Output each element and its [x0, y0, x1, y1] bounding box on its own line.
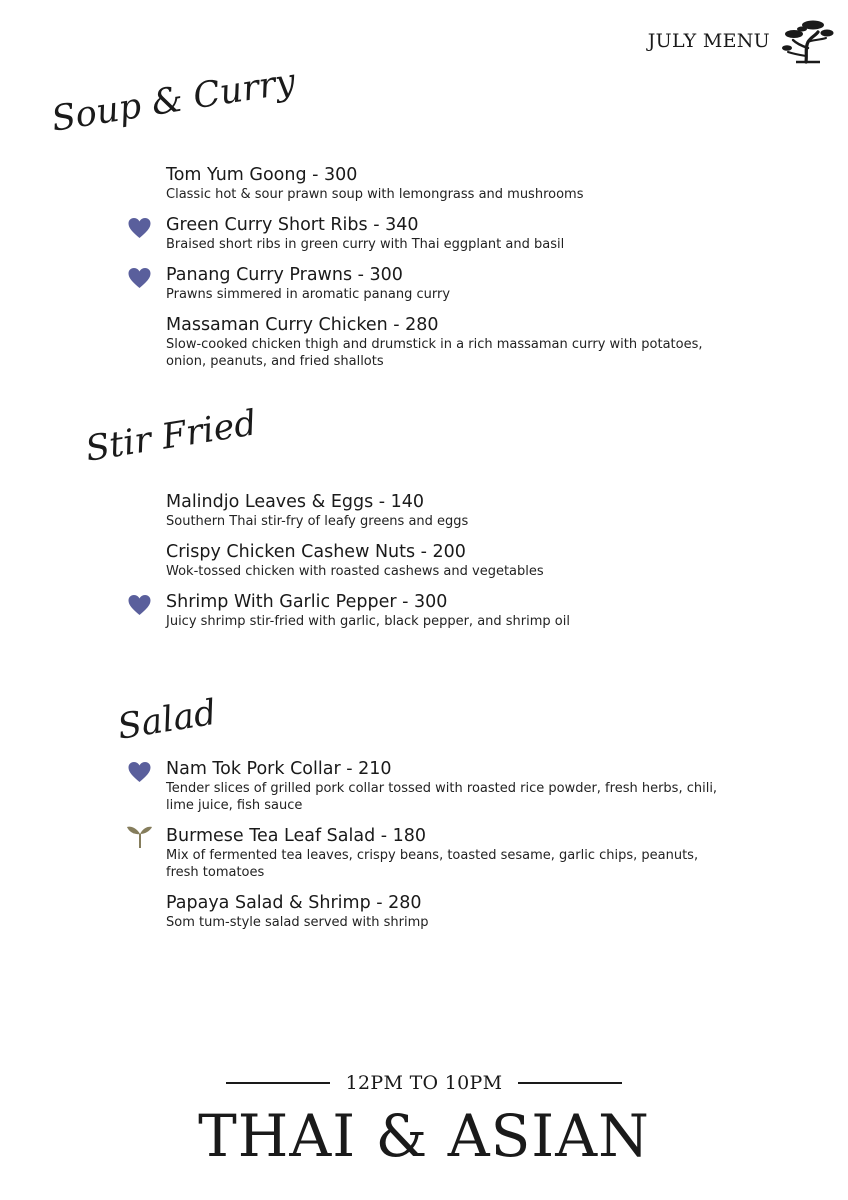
item-desc: Wok-tossed chicken with roasted cashews and vegetables: [166, 564, 544, 579]
menu-item: [166, 214, 726, 253]
opening-hours: 12PM TO 10PM: [345, 1072, 503, 1094]
menu-item: [166, 591, 726, 630]
item-list: [166, 164, 726, 381]
section-title: Salad: [114, 692, 220, 748]
menu-item: [166, 264, 726, 303]
menu-item: [166, 825, 726, 881]
item-list: [166, 758, 726, 942]
item-name: Panang Curry Prawns - 300: [166, 265, 403, 285]
bonsai-tree-icon: [782, 18, 834, 64]
item-name: Burmese Tea Leaf Salad - 180: [166, 826, 427, 846]
section-title: Soup & Curry: [48, 61, 299, 140]
divider-left: [226, 1082, 330, 1084]
menu-item: [166, 541, 726, 580]
heart-icon: [127, 267, 152, 289]
item-desc: Som tum-style salad served with shrimp: [166, 915, 429, 930]
item-desc: Tender slices of grilled pork collar tossed with roasted rice powder, fresh herbs, chili, lime juice, fish sauce: [166, 781, 718, 813]
item-name: Shrimp With Garlic Pepper - 300: [166, 592, 448, 612]
menu-title: JULY MENU: [647, 30, 770, 52]
divider-right: [518, 1082, 622, 1084]
menu-item: [166, 164, 726, 203]
heart-icon: [127, 761, 152, 783]
item-desc: Juicy shrimp stir-fried with garlic, black pepper, and shrimp oil: [166, 614, 570, 629]
item-name: Crispy Chicken Cashew Nuts - 200: [166, 542, 466, 562]
menu-item: [166, 892, 726, 931]
brand-name: THAI & ASIAN: [198, 1102, 650, 1170]
heart-icon: [127, 594, 152, 616]
item-list: [166, 491, 726, 641]
item-desc: Mix of fermented tea leaves, crispy beans, toasted sesame, garlic chips, peanuts, fresh tomatoes: [166, 848, 699, 880]
item-name: Massaman Curry Chicken - 280: [166, 315, 439, 335]
item-name: Papaya Salad & Shrimp - 280: [166, 893, 422, 913]
hours-row: [0, 1072, 848, 1094]
item-desc: Classic hot & sour prawn soup with lemongrass and mushrooms: [166, 187, 584, 202]
item-name: Nam Tok Pork Collar - 210: [166, 759, 392, 779]
item-desc: Slow-cooked chicken thigh and drumstick in a rich massaman curry with potatoes, onion, peanuts, and fried shallots: [166, 337, 703, 369]
menu-item: [166, 314, 726, 370]
menu-item: [166, 491, 726, 530]
menu-item: [166, 758, 726, 814]
heart-icon: [127, 217, 152, 239]
section-title: Stir Fried: [82, 403, 260, 470]
item-name: Malindjo Leaves & Eggs - 140: [166, 492, 425, 512]
menu-header: [648, 18, 834, 64]
sprout-icon: [126, 823, 154, 849]
item-name: Tom Yum Goong - 300: [166, 165, 358, 185]
item-desc: Southern Thai stir-fry of leafy greens and eggs: [166, 514, 469, 529]
item-desc: Prawns simmered in aromatic panang curry: [166, 287, 451, 302]
item-name: Green Curry Short Ribs - 340: [166, 215, 419, 235]
item-desc: Braised short ribs in green curry with Thai eggplant and basil: [166, 237, 565, 252]
